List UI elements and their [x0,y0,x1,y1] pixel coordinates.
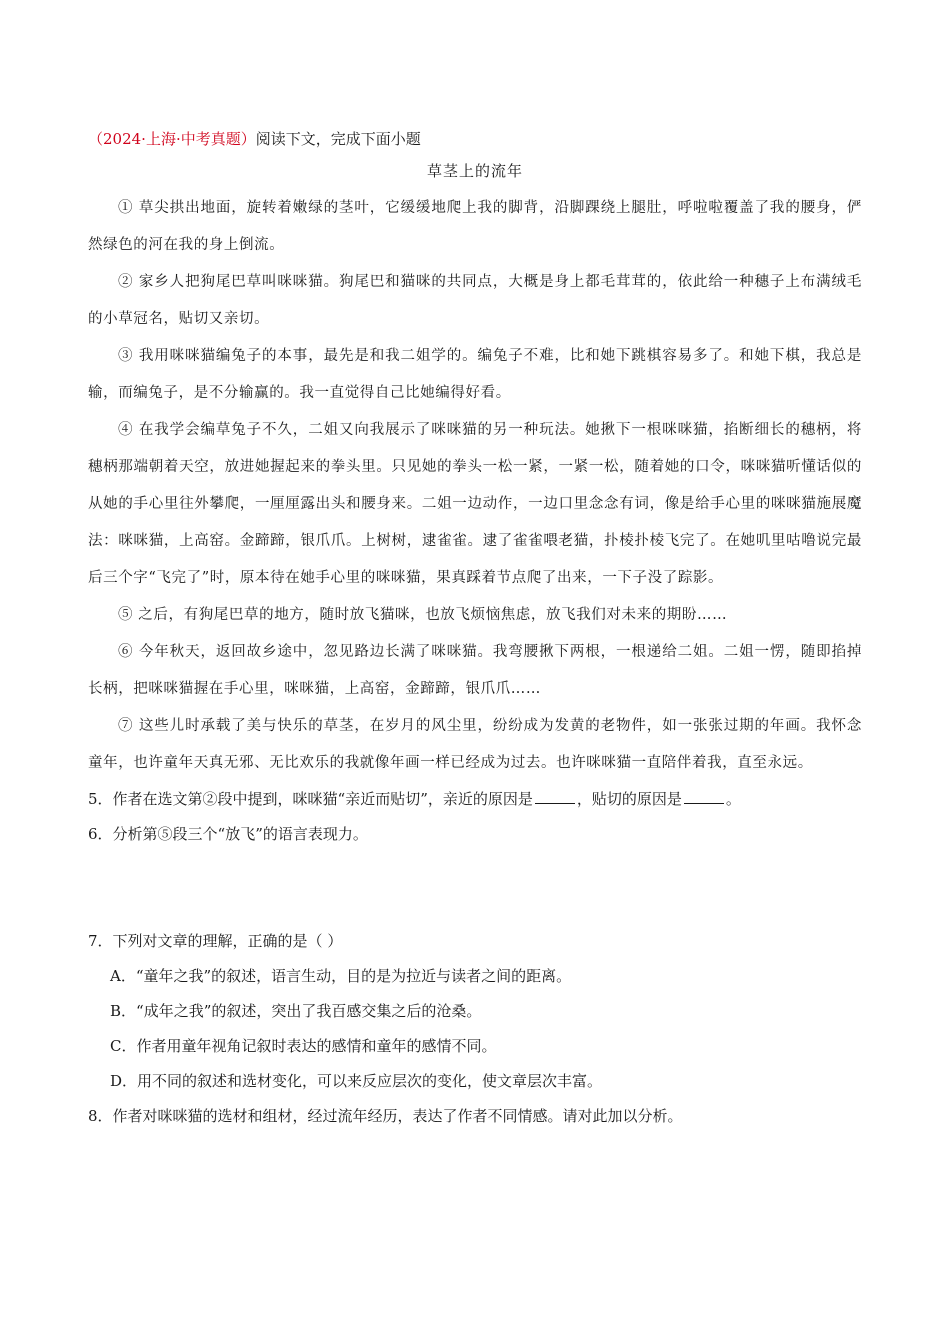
article-paragraph: ⑦ 这些儿时承载了美与快乐的草茎，在岁月的风尘里，纷纷成为发黄的老物件，如一张张过期的年画。我怀念童年，也许童年天真无邪、无比欢乐的我就像年画一样已经成为过去。也许咪咪猫一直陪伴着我，直至永远。 [88,718,862,771]
question-7-stem: 7．下列对文章的理解，正确的是（ ） [88,932,343,950]
article-paragraph: ② 家乡人把狗尾巴草叫咪咪猫。狗尾巴和猫咪的共同点，大概是身上都毛茸茸的，依此给一种穗子上布满绒毛的小草冠名，贴切又亲切。 [88,274,862,327]
article-paragraph: ③ 我用咪咪猫编兔子的本事，最先是和我二姐学的。编兔子不难，比和她下跳棋容易多了。和她下棋，我总是输，而编兔子，是不分输赢的。我一直觉得自己比她编得好看。 [88,348,862,401]
question-7-option-d: D．用不同的叙述和选材变化，可以来反应层次的变化，使文章层次丰富。 [110,1072,603,1090]
answer-blank[interactable] [684,802,724,804]
article-paragraph: ① 草尖拱出地面，旋转着嫩绿的茎叶，它缓缓地爬上我的脚背，沿脚踝绕上腿肚，呼啦啦覆盖了我的腰身，俨然绿色的河在我的身上倒流。 [88,200,862,253]
article-paragraph: ⑤ 之后，有狗尾巴草的地方，随时放飞猫咪，也放飞烦恼焦虑，放飞我们对未来的期盼…… [118,607,728,623]
exam-page [88,126,862,1134]
article-paragraph: ⑥ 今年秋天，返回故乡途中，忽见路边长满了咪咪猫。我弯腰揪下两根，一根递给二姐。二姐一愣，随即掐掉长柄，把咪咪猫握在手心里，咪咪猫，上高窑，金蹄蹄，银爪爪…… [88,644,862,697]
question-5-text: ，贴切的原因是 [576,790,682,808]
article-title: 草茎上的流年 [426,162,523,180]
question-5-text: 5．作者在选文第②段中提到，咪咪猫“亲近而贴切”，亲近的原因是 [88,790,533,808]
passage-intro [88,126,862,152]
question-7-option-a: A．“童年之我”的叙述，语言生动，目的是为拉近与读者之间的距离。 [110,967,572,985]
question-6: 6．分析第⑤段三个“放飞”的语言表现力。 [88,825,368,843]
question-5 [88,782,862,817]
question-7-option-c: C．作者用童年视角记叙时表达的感情和童年的感情不同。 [110,1037,497,1055]
question-5-text: 。 [725,790,741,808]
answer-blank[interactable] [535,802,575,804]
question-7-option-b: B．“成年之我”的叙述，突出了我百感交集之后的沧桑。 [110,1002,482,1020]
question-8: 8．作者对咪咪猫的选材和组材，经过流年经历，表达了作者不同情感。请对此加以分析。 [88,1107,683,1125]
article-paragraph: ④ 在我学会编草兔子不久，二姐又向我展示了咪咪猫的另一种玩法。她揪下一根咪咪猫，掐断细长的穗柄，将穗柄那端朝着天空，放进她握起来的拳头里。只见她的拳头一松一紧，一紧一松，随着她的口令，咪咪猫听懂话似的从她的手心里往外攀爬，一厘厘露出头和腰身来。二姐一边动作，一边口里念念有词，像是给手心里的咪咪猫施展魔法：咪咪猫，上高窑。金蹄蹄，银爪爪。上树树，逮雀雀。逮了雀雀喂老猫，扑棱扑棱飞完了。在她叽里咕噜说完最后三个字“飞完了”时，原本待在她手心里的咪咪猫，果真踩着节点爬了出来，一下子没了踪影。 [88,422,862,586]
reading-instruction: 阅读下文，完成下面小题 [255,130,421,148]
exam-source: （2024·上海·中考真题） [88,130,256,148]
